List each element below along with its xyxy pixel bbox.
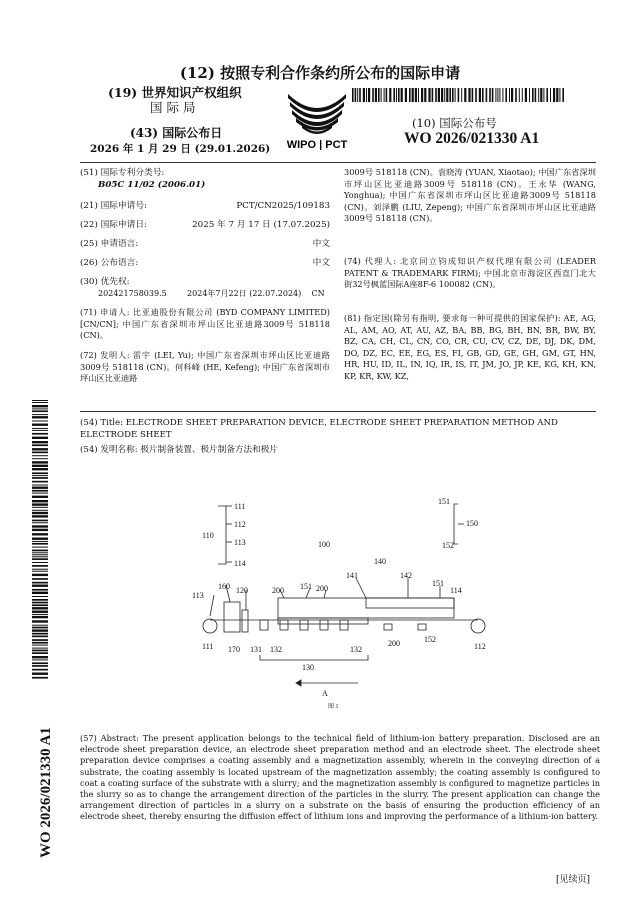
svg-text:111: 111 [234, 502, 246, 511]
barcode-bar [32, 490, 48, 492]
barcode-bar [32, 550, 48, 552]
barcode-bar [32, 611, 48, 613]
barcode-bar [32, 602, 48, 604]
figure-1-diagram [188, 490, 488, 710]
svg-text:200: 200 [272, 586, 284, 595]
barcode-bar [472, 88, 474, 102]
barcode-bar [505, 88, 507, 102]
barcode-bar [32, 614, 48, 615]
barcode-bar [375, 88, 377, 102]
pubdate-label: (43) 国际公布日 [130, 126, 223, 140]
f71-applicant: (71) 申请人: 比亚迪股份有限公司 (BYD COMPANY LIMITED) [CN/CN]; 中国广东省深圳市坪山区比亚迪路3009号 518118 (CN)。 [80, 307, 330, 341]
barcode-bar [495, 88, 496, 102]
barcode-bar [32, 400, 48, 401]
barcode-bar [32, 627, 48, 629]
barcode-bar [455, 88, 456, 102]
svg-text:152: 152 [442, 541, 454, 550]
divider [80, 411, 596, 412]
barcode-bar [32, 424, 48, 426]
barcode-bar [32, 625, 48, 626]
svg-text:160: 160 [218, 582, 230, 591]
f81-designated-states: (81) 指定国(除另有指明, 要求每一种可提供的国家保护): AE, AG, AL, AM, AO, AT, AU, AZ, BA, BB, BG, BH, BN, BR, BW, BY, BZ, CA, CH, CL, CN, CO, CR, CU, CV, CZ, DE, DJ, DK, DM, DO, DZ, EC, EE, EG, ES, FI, GB, GD, GE, GH, GM, GT, HN, HR, HU, ID, IL, IN, IQ, IR, IS, IT, JM, JO, JP, KE, KG, KH, KN, KP, KR, KW, KZ, [344, 313, 596, 381]
barcode-bar [32, 665, 48, 667]
barcode-bar [32, 416, 48, 418]
barcode-bar [363, 88, 365, 102]
barcode-bar [444, 88, 445, 102]
barcode-bar [32, 472, 48, 474]
barcode-bar [32, 596, 48, 597]
barcode-bar [32, 636, 48, 638]
barcode-bar [396, 88, 397, 102]
barcode-bar [32, 565, 48, 567]
svg-text:100: 100 [318, 540, 330, 549]
barcode-bar [32, 522, 48, 523]
barcode-bar [32, 569, 48, 570]
f72-inventors-cont: 3009号 518118 (CN)。袁晓涛 (YUAN, Xiaotao); 中国广东省深圳市坪山区比亚迪路3009号 518118 (CN)。王永华 (WANG, Yonghua); 中国广东省深圳市坪山区比亚迪路3009号 518118 (CN)。刘泽鹏 (LIU, Zepeng); 中国广东省深圳市坪山区比亚迪路3009号 518118 (CN)。 [344, 167, 596, 224]
barcode-bar [381, 88, 382, 102]
barcode-bar [497, 88, 498, 102]
barcode-bar [32, 468, 48, 470]
barcode-bar [32, 458, 48, 459]
barcode-bar [486, 88, 488, 102]
barcode-bar [482, 88, 484, 102]
svg-text:110: 110 [202, 531, 214, 540]
barcode-bar [32, 455, 48, 456]
f30-value: 202421758039.5 2024年7月22日 (22.07.2024) CN [98, 289, 325, 298]
barcode-bar [32, 629, 48, 631]
pubno-label: (10) 国际公布号 [412, 116, 497, 130]
barcode-bar [32, 493, 48, 494]
barcode-bar [32, 405, 48, 407]
barcode-bar [32, 558, 48, 560]
barcode-bar [32, 645, 48, 646]
f25-value: 中文 [312, 239, 330, 249]
barcode-bar [32, 481, 48, 483]
svg-text:112: 112 [474, 642, 486, 651]
svg-text:111: 111 [202, 642, 214, 651]
barcode-bar [32, 633, 48, 635]
org-num: (19) [108, 85, 138, 100]
svg-text:114: 114 [234, 559, 246, 568]
svg-text:151: 151 [438, 497, 450, 506]
f26-label: (26) 公布语言: [80, 258, 139, 268]
side-barcode [32, 400, 48, 680]
barcode-bar [386, 88, 388, 102]
barcode-bar [32, 642, 48, 644]
svg-text:150: 150 [466, 519, 478, 528]
barcode-bar [32, 475, 48, 476]
pubdate: 2026 年 1 月 29 日 (29.01.2026) [90, 143, 271, 155]
barcode-bar [32, 461, 48, 463]
barcode-bar [538, 88, 539, 102]
org-sub: 国 际 局 [150, 100, 196, 115]
barcode-bar [546, 88, 548, 102]
barcode-bar [553, 88, 555, 102]
wipo-logo-text: WIPO | PCT [286, 139, 348, 150]
barcode-bar [519, 88, 520, 102]
barcode-bar [32, 512, 48, 514]
barcode-bar [32, 529, 48, 531]
barcode-bar [32, 433, 48, 435]
svg-text:图 1: 图 1 [328, 704, 339, 710]
barcode-bar [441, 88, 443, 102]
barcode-bar [461, 88, 462, 102]
f51-value: B05C 11/02 (2006.01) [98, 180, 206, 190]
barcode-bar [32, 465, 48, 467]
barcode-bar [32, 574, 48, 576]
barcode-bar [515, 88, 517, 102]
document-title: (12) 按照专利合作条约所公布的国际申请 [179, 64, 461, 82]
barcode-bar [421, 88, 423, 102]
barcode-bar [32, 543, 48, 545]
barcode-bar [32, 592, 48, 594]
barcode-bar [32, 477, 48, 479]
barcode-bar [32, 402, 48, 403]
f21-value: PCT/CN2025/109183 [236, 201, 330, 211]
barcode-bar [446, 88, 448, 102]
title-54-cn: (54) 发明名称: 极片制备装置、极片制备方法和极片 [80, 445, 278, 455]
barcode-bar [535, 88, 537, 102]
barcode-bar [32, 414, 48, 415]
svg-text:113: 113 [234, 538, 246, 547]
barcode-bar [32, 487, 48, 489]
barcode-bar [438, 88, 440, 102]
barcode-bar [32, 410, 48, 412]
barcode-bar [32, 585, 48, 587]
barcode-bar [32, 430, 48, 431]
f22-value: 2025 年 7 月 17 日 (17.07.2025) [192, 220, 330, 230]
barcode-bar [525, 88, 527, 102]
barcode-bar [32, 669, 48, 671]
barcode-bar [32, 652, 48, 654]
barcode-bar [409, 88, 411, 102]
barcode-bar [424, 88, 426, 102]
barcode-bar [32, 421, 48, 422]
barcode-bar [32, 554, 48, 555]
barcode-bar [32, 500, 48, 502]
continued-label: [见续页] [556, 875, 591, 885]
barcode-bar [502, 88, 503, 102]
f26-value: 中文 [312, 258, 330, 268]
barcode-bar [32, 452, 48, 454]
barcode-bar [32, 496, 48, 498]
svg-text:140: 140 [374, 557, 386, 566]
barcode-bar [32, 604, 48, 606]
barcode-bar [32, 538, 48, 540]
barcode-bar [458, 88, 460, 102]
barcode-bar [359, 88, 361, 102]
svg-text:114: 114 [450, 586, 462, 595]
svg-text:200: 200 [388, 639, 400, 648]
barcode-bar [475, 88, 477, 102]
svg-text:132: 132 [270, 645, 282, 654]
svg-text:120: 120 [236, 586, 248, 595]
svg-text:A: A [322, 689, 328, 698]
barcode-bar [449, 88, 451, 102]
barcode-bar [32, 578, 48, 580]
f30-label: (30) 优先权: [80, 277, 130, 287]
barcode-bar [428, 88, 430, 102]
barcode-bar [378, 88, 380, 102]
barcode-bar [499, 88, 500, 102]
barcode-bar [389, 88, 391, 102]
barcode-bar [32, 589, 48, 591]
barcode-bar [32, 547, 48, 548]
barcode-bar [32, 552, 48, 553]
title-54-en: (54) Title: ELECTRODE SHEET PREPARATION DEVICE, ELECTRODE SHEET PREPARATION METHOD AND ELECTRODE SHEET [80, 418, 558, 440]
barcode-bar [529, 88, 530, 102]
barcode-bar [468, 88, 470, 102]
barcode-bar [32, 616, 48, 618]
barcode-bar [464, 88, 466, 102]
barcode-bar [32, 639, 48, 641]
f21-label: (21) 国际申请号: [80, 201, 147, 211]
barcode-bar [32, 441, 48, 443]
svg-text:112: 112 [234, 520, 246, 529]
barcode-bar [479, 88, 481, 102]
barcode-bar [32, 541, 48, 542]
barcode-bar [32, 448, 48, 450]
barcode-bar [32, 507, 48, 508]
title-54 [80, 418, 600, 457]
barcode-bar [32, 650, 48, 652]
barcode-bar [32, 677, 48, 679]
barcode-bar [32, 607, 48, 609]
barcode-bar [432, 88, 434, 102]
barcode-bar [435, 88, 437, 102]
barcode-bar [32, 662, 48, 664]
barcode-bar [32, 620, 48, 622]
svg-text:151: 151 [432, 579, 444, 588]
svg-text:151: 151 [300, 582, 312, 591]
svg-text:142: 142 [400, 571, 412, 580]
barcode-bar [522, 88, 523, 102]
barcode-bar [32, 515, 48, 517]
barcode-bar [352, 88, 354, 102]
barcode-bar [32, 408, 48, 409]
barcode-bar [412, 88, 414, 102]
f72-inventors: (72) 发明人: 雷宇 (LEI, Yu); 中国广东省深圳市坪山区比亚迪路3009号 518118 (CN)。何科峰 (HE, Kefeng); 中国广东省深圳市坪山区比亚迪路 [80, 350, 330, 384]
barcode-bar [32, 659, 48, 660]
barcode-bar [401, 88, 403, 102]
barcode-bar [418, 88, 419, 102]
barcode-bar [556, 88, 558, 102]
svg-text:152: 152 [424, 635, 436, 644]
barcode-bar [32, 556, 48, 557]
barcode-bar [492, 88, 494, 102]
barcode-bar [32, 648, 48, 649]
divider [80, 162, 596, 163]
barcode-bar [32, 525, 48, 527]
barcode-bar [32, 673, 48, 675]
barcode-bar [509, 88, 510, 102]
organization [108, 85, 242, 115]
barcode-bar [32, 571, 48, 572]
barcode-bar [489, 88, 491, 102]
barcode-bar [32, 599, 48, 601]
barcode-bar [32, 520, 48, 522]
barcode-bar [32, 444, 48, 446]
barcode-bar [357, 88, 358, 102]
f25-label: (25) 申请语言: [80, 239, 139, 249]
barcode-bar [32, 485, 48, 486]
barcode-bar [372, 88, 374, 102]
wipo-logo [270, 88, 364, 150]
svg-text:170: 170 [228, 645, 240, 654]
barcode-bar [550, 88, 551, 102]
top-barcode [352, 88, 564, 102]
barcode-bar [32, 437, 48, 439]
barcode-bar [405, 88, 407, 102]
barcode-bar [32, 428, 48, 429]
barcode-bar [32, 582, 48, 584]
f51-label: (51) 国际专利分类号: [80, 168, 165, 178]
svg-text:113: 113 [192, 591, 204, 600]
f22-label: (22) 国际申请日: [80, 220, 147, 230]
barcode-bar [562, 88, 564, 102]
barcode-bar [540, 88, 542, 102]
barcode-bar [355, 88, 357, 102]
barcode-bar [511, 88, 513, 102]
abstract: (57) Abstract: The present application belongs to the technical field of lithium-ion battery preparation. Disclosed are an electrode sheet preparation device, an electrode sheet preparation method and an electrode sheet. The electrode sheet preparation device comprises a coating assembly and a magnetization assembly, wherein in the conveying direction of a substrate, the coating assembly is located upstream of the magnetization assembly; the coating assembly is configured to coat a coating surface of the substrate with a slurry; and the magnetization assembly is configured to magnetize particles in the slurry so as to change the arrangement direction of the particles in the slurry. The present application can change the arrangement direction of particles in a slurry on a substrate on the basis of ensuring the production efficiency of an electrode sheet, thereby ensuring the diffusion effect of lithium ions and improving the performance of a lithium-ion battery. [80, 733, 600, 822]
svg-text:130: 130 [302, 663, 314, 672]
barcode-bar [393, 88, 395, 102]
svg-text:141: 141 [346, 571, 358, 580]
barcode-bar [452, 88, 454, 102]
org-name: 世界知识产权组织 [141, 85, 242, 100]
barcode-bar [532, 88, 534, 102]
barcode-bar [366, 88, 367, 102]
svg-text:200: 200 [316, 584, 328, 593]
f74-agent: (74) 代理人: 北京同立钧成知识产权代理有限公司 (LEADER PATENT & TRADEMARK FIRM); 中国北京市海淀区西直门北大街32号枫蓝国际A座8F-6 100082 (CN)。 [344, 256, 596, 290]
barcode-bar [32, 533, 48, 535]
barcode-bar [32, 656, 48, 658]
pubno: WO 2026/021330 A1 [404, 130, 540, 147]
svg-text:132: 132 [350, 645, 362, 654]
barcode-bar [32, 510, 48, 511]
barcode-bar [415, 88, 417, 102]
barcode-bar [32, 503, 48, 505]
barcode-bar [384, 88, 385, 102]
barcode-bar [559, 88, 560, 102]
barcode-bar [543, 88, 544, 102]
barcode-bar [32, 562, 48, 563]
barcode-bar [398, 88, 400, 102]
svg-text:131: 131 [250, 645, 262, 654]
side-pubno: WO 2026/021330 A1 [38, 727, 54, 858]
barcode-bar [368, 88, 370, 102]
